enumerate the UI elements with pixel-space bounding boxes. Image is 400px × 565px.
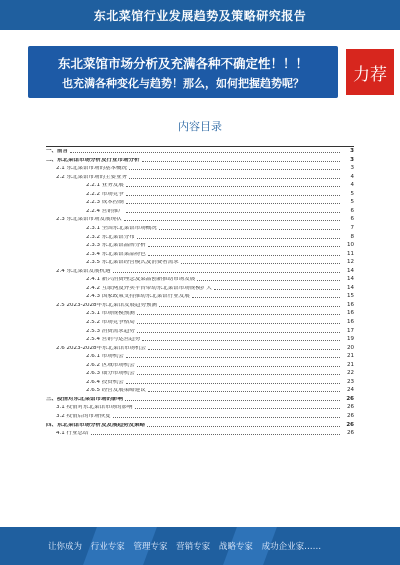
toc-entry-title: 一、前言	[46, 149, 69, 155]
toc-entry[interactable]	[46, 411, 354, 420]
toc-entry-page: 15	[347, 293, 354, 300]
toc-entry[interactable]	[46, 197, 354, 206]
toc-entry[interactable]	[46, 334, 354, 343]
table-of-contents	[46, 146, 354, 437]
footer-role: 成功企业家……	[261, 542, 322, 552]
toc-entry[interactable]	[46, 394, 354, 403]
toc-entry-title: 2.6.1 市场机会	[86, 354, 124, 360]
toc-leader-dots	[125, 400, 340, 401]
toc-entry-page: 14	[347, 267, 354, 274]
toc-leader-dots	[147, 426, 340, 427]
toc-entry-title: 2.3.4 东北菜馆菜品特色	[86, 251, 146, 257]
footer-slogan	[48, 540, 327, 552]
toc-entry[interactable]	[46, 206, 354, 215]
toc-leader-dots	[135, 408, 341, 409]
toc-leader-dots	[129, 169, 340, 170]
toc-leader-dots	[137, 323, 340, 324]
toc-entry-title: 2.5.2 市场竞争格局	[86, 319, 135, 325]
toc-entry-title: 2.3 东北菜馆市场发展现状	[56, 217, 122, 223]
toc-entry-page: 3	[350, 148, 354, 155]
toc-leader-dots	[148, 246, 340, 247]
toc-entry-page: 23	[347, 378, 354, 385]
toc-entry-title: 2.5.1 市场规模预测	[86, 311, 135, 317]
badge-text: 力荐	[353, 64, 387, 85]
toc-entry[interactable]	[46, 189, 354, 198]
toc-entry-title: 2.5.3 消费需求趋势	[86, 328, 135, 334]
toc-entry-title: 2.4 东北菜馆发展机遇	[56, 268, 111, 274]
toc-leader-dots	[142, 340, 340, 341]
toc-leader-dots	[137, 374, 340, 375]
toc-leader-dots	[137, 238, 340, 239]
toc-entry-page: 26	[347, 430, 354, 437]
toc-entry-page: 5	[350, 199, 354, 206]
toc-entry[interactable]	[46, 377, 354, 386]
toc-entry-title: 2.3.5 东北菜馆经营模式及消费者需求	[86, 260, 179, 266]
toc-entry-page: 16	[347, 310, 354, 317]
toc-entry-title: 3.2 疫情后的市场恢复	[56, 414, 111, 419]
toc-entry-page: 19	[347, 336, 354, 343]
promo-banner	[28, 46, 338, 98]
toc-leader-dots	[181, 263, 340, 264]
toc-entry[interactable]	[46, 257, 354, 266]
toc-leader-dots	[113, 417, 341, 418]
toc-entry-page: 4	[350, 173, 354, 180]
toc-entry-title: 2.6.4 投资机会	[86, 379, 124, 385]
report-header-bar	[0, 0, 400, 30]
toc-entry-page: 5	[350, 190, 354, 197]
toc-entry[interactable]	[46, 308, 354, 317]
toc-entry-title: 2.6.5 经营发展策略建议	[86, 388, 146, 394]
toc-leader-dots	[113, 272, 341, 273]
toc-entry-page: 3	[350, 165, 354, 172]
toc-leader-dots	[91, 434, 341, 435]
toc-leader-dots	[126, 186, 340, 187]
toc-entry-title: 4.1 行业总结	[56, 431, 89, 437]
toc-entry-title: 三、疫情对东北菜馆市场的影响	[46, 396, 124, 402]
toc-entry-page: 6	[350, 216, 354, 223]
toc-leader-dots	[148, 349, 340, 350]
toc-leader-dots	[142, 161, 340, 162]
toc-leader-dots	[137, 332, 340, 333]
toc-entry-page: 6	[350, 207, 354, 214]
toc-entry[interactable]	[46, 343, 354, 352]
toc-entry-title: 2.5 2023-2028年东北菜馆发展趋势预测	[56, 302, 157, 308]
toc-entry[interactable]	[46, 172, 354, 181]
toc-entry-title: 2.3.3 东北菜馆品牌分析	[86, 243, 146, 249]
toc-entry-page: 16	[347, 318, 354, 325]
toc-entry-title: 3.1 疫情对东北菜馆市场的影响	[56, 405, 133, 411]
toc-entry-page: 26	[347, 413, 354, 419]
report-title: 东北菜馆行业发展趋势及策略研究报告	[93, 8, 307, 23]
toc-entry-title: 2.4.3 国家政策支持推动东北菜馆行业发展	[86, 294, 190, 300]
toc-entry[interactable]	[46, 325, 354, 334]
toc-entry-page: 3	[350, 156, 354, 163]
toc-leader-dots	[126, 383, 340, 384]
toc-entry[interactable]	[46, 163, 354, 172]
banner-headline: 东北菜馆市场分析及充满各种不确定性！！！	[57, 56, 308, 71]
toc-entry-page: 24	[347, 387, 354, 394]
toc-entry-title: 2.2.1 业务发展	[86, 183, 124, 189]
toc-entry[interactable]	[46, 317, 354, 326]
toc-leader-dots	[129, 178, 340, 179]
toc-title: 内容目录	[178, 120, 222, 133]
toc-entry[interactable]	[46, 146, 354, 155]
toc-entry-title: 2.3.1 全国东北菜馆市场概况	[86, 225, 157, 231]
recommend-badge	[346, 49, 394, 95]
toc-entry-page: 7	[350, 224, 354, 231]
toc-entry[interactable]	[46, 231, 354, 240]
toc-entry-title: 2.2.4 营销推广	[86, 208, 124, 214]
toc-entry-title: 2.3.2 东北菜馆分布	[86, 234, 135, 240]
toc-entry[interactable]	[46, 360, 354, 369]
footer-role: 管理专家	[133, 542, 168, 552]
toc-entry[interactable]	[46, 420, 354, 429]
toc-entry-title: 2.4.1 新兴消费理念及菜品创新推动市场发展	[86, 277, 196, 283]
toc-entry-title: 2.2.3 成本控制	[86, 200, 124, 206]
toc-entry-page: 26	[346, 421, 354, 428]
toc-entry[interactable]	[46, 402, 354, 411]
banner-subline: 也充满各种变化与趋势！那么，如何把握趋势呢？	[62, 77, 304, 90]
toc-leader-dots	[126, 195, 340, 196]
toc-entry-page: 21	[347, 353, 354, 360]
toc-entry-page: 20	[347, 344, 354, 351]
toc-leader-dots	[70, 152, 340, 153]
toc-entry[interactable]	[46, 223, 354, 232]
toc-leader-dots	[124, 220, 341, 221]
toc-entry-page: 11	[347, 250, 354, 257]
toc-leader-dots	[159, 306, 340, 307]
toc-entry[interactable]	[46, 283, 354, 292]
toc-leader-dots	[214, 289, 340, 290]
toc-entry-page: 21	[347, 361, 354, 368]
toc-leader-dots	[126, 212, 340, 213]
toc-entry[interactable]	[46, 155, 354, 164]
toc-entry-page: 12	[347, 259, 354, 266]
toc-entry-page: 22	[347, 370, 354, 377]
toc-entry[interactable]	[46, 351, 354, 360]
footer-role: 行业专家	[90, 542, 125, 552]
toc-entry[interactable]	[46, 249, 354, 258]
toc-leader-dots	[192, 297, 340, 298]
toc-leader-dots	[137, 314, 340, 315]
toc-leader-dots	[126, 357, 340, 358]
toc-entry-page: 14	[347, 276, 354, 283]
toc-entry-page: 26	[347, 404, 354, 411]
toc-entry-page: 10	[347, 242, 354, 249]
toc-leader-dots	[126, 203, 340, 204]
toc-entry-title: 2.2.2 市场竞争	[86, 191, 124, 197]
toc-entry-title: 2.6 2023-2028年东北菜馆市场机会	[56, 345, 146, 351]
toc-entry-page: 16	[347, 301, 354, 308]
toc-entry-page: 4	[350, 182, 354, 189]
footer-bar	[0, 527, 400, 565]
toc-entry-title: 2.1 东北菜馆市场的基本概况	[56, 166, 127, 172]
toc-leader-dots	[137, 366, 340, 367]
toc-leader-dots	[148, 255, 340, 256]
toc-leader-dots	[159, 229, 340, 230]
toc-entry[interactable]	[46, 274, 354, 283]
footer-role: 营销专家	[176, 542, 211, 552]
toc-leader-dots	[148, 391, 340, 392]
toc-entry[interactable]	[46, 180, 354, 189]
toc-entry[interactable]	[46, 428, 354, 437]
toc-entry-page: 26	[346, 395, 354, 402]
toc-entry[interactable]	[46, 300, 354, 309]
footer-role: 战略专家	[218, 542, 253, 552]
toc-entry-page: 17	[347, 327, 354, 334]
footer-lead: 让你成为	[48, 542, 83, 552]
toc-entry[interactable]	[46, 266, 354, 275]
toc-entry[interactable]	[46, 385, 354, 394]
toc-entry-title: 四、东北菜馆市场分析及发展趋势及策略	[46, 422, 146, 428]
toc-entry-title: 2.6.3 细分市场机会	[86, 371, 135, 377]
toc-entry-title: 2.2 东北菜馆市场的主要业务	[56, 174, 127, 180]
toc-entry-title: 2.4.2 互联网及外卖平台带动东北菜馆市场规模扩大	[86, 285, 212, 291]
toc-entry-page: 14	[347, 284, 354, 291]
toc-entry-title: 2.5.4 营销与运营趋势	[86, 337, 141, 343]
toc-entry-page: 8	[350, 233, 354, 240]
toc-entry[interactable]	[46, 240, 354, 249]
toc-leader-dots	[197, 280, 340, 281]
toc-entry[interactable]	[46, 291, 354, 300]
toc-entry[interactable]	[46, 214, 354, 223]
toc-entry-title: 二、东北菜馆市场分析及行业市场分析	[46, 157, 140, 163]
toc-entry[interactable]	[46, 368, 354, 377]
toc-entry-title: 2.6.2 区域市场机会	[86, 362, 135, 368]
